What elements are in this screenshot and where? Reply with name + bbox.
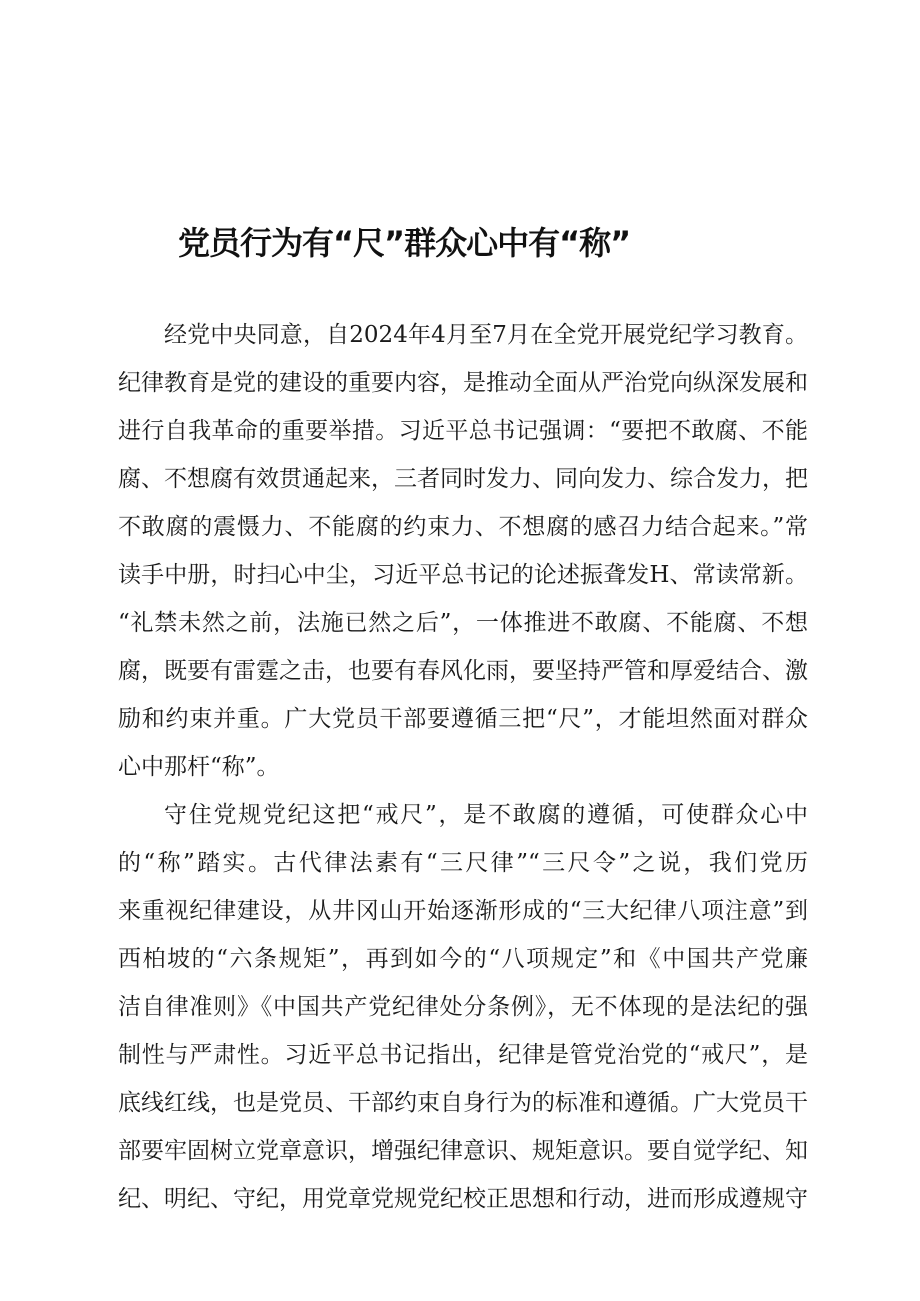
text-line: “礼禁未然之前，法施已然之后”，一体推进不敢腐、不能腐、不想 [118, 610, 808, 636]
text-line: 的“称”踏实。古代律法素有“三尺律”“三尺令”之说，我们党历 [118, 850, 808, 876]
text-line: 西柏坡的“六条规矩”，再到如今的“八项规定”和《中国共产党廉 [118, 946, 808, 972]
text-line: 制性与严肃性。习近平总书记指出，纪律是管党治党的“戒尺”，是 [118, 1042, 808, 1068]
text-line: 纪、明纪、守纪，用党章党规党纪校正思想和行动，进而形成遵规守 [118, 1186, 808, 1212]
document-body [118, 311, 808, 1223]
text-line: 洁自律准则》《中国共产党纪律处分条例》，无不体现的是法纪的强 [118, 994, 808, 1020]
text-line: 进行自我革命的重要举措。习近平总书记强调：“要把不敢腐、不能 [118, 418, 808, 444]
text-line: 不敢腐的震慑力、不能腐的约束力、不想腐的感召力结合起来。”常 [118, 514, 808, 540]
text-line: 经党中央同意，自2024年4月至7月在全党开展党纪学习教育。 [164, 322, 808, 348]
text-line: 励和约束并重。广大党员干部要遵循三把“尺”，才能坦然面对群众 [118, 706, 808, 732]
text-line: 来重视纪律建设，从井冈山开始逐渐形成的“三大纪律八项注意”到 [118, 898, 808, 924]
paragraph-1 [118, 311, 808, 791]
text-line: 腐、不想腐有效贯通起来，三者同时发力、同向发力、综合发力，把 [118, 466, 808, 492]
text-line: 守住党规党纪这把“戒尺”，是不敢腐的遵循，可使群众心中 [164, 802, 808, 828]
text-line: 读手中册，时扫心中尘，习近平总书记的论述振聋发H、常读常新。 [118, 562, 808, 588]
text-line: 部要牢固树立党章意识，增强纪律意识、规矩意识。要自觉学纪、知 [118, 1138, 808, 1164]
text-line: 底线红线，也是党员、干部约束自身行为的标准和遵循。广大党员干 [118, 1090, 808, 1116]
text-line: 腐，既要有雷霆之击，也要有春风化雨，要坚持严管和厚爱结合、激 [118, 658, 808, 684]
paragraph-2 [118, 791, 808, 1223]
page-title: 党员行为有“尺”群众心中有“称” [178, 224, 631, 262]
text-line: 心中那杆“称”。 [118, 754, 280, 780]
text-line: 纪律教育是党的建设的重要内容，是推动全面从严治党向纵深发展和 [118, 370, 808, 396]
